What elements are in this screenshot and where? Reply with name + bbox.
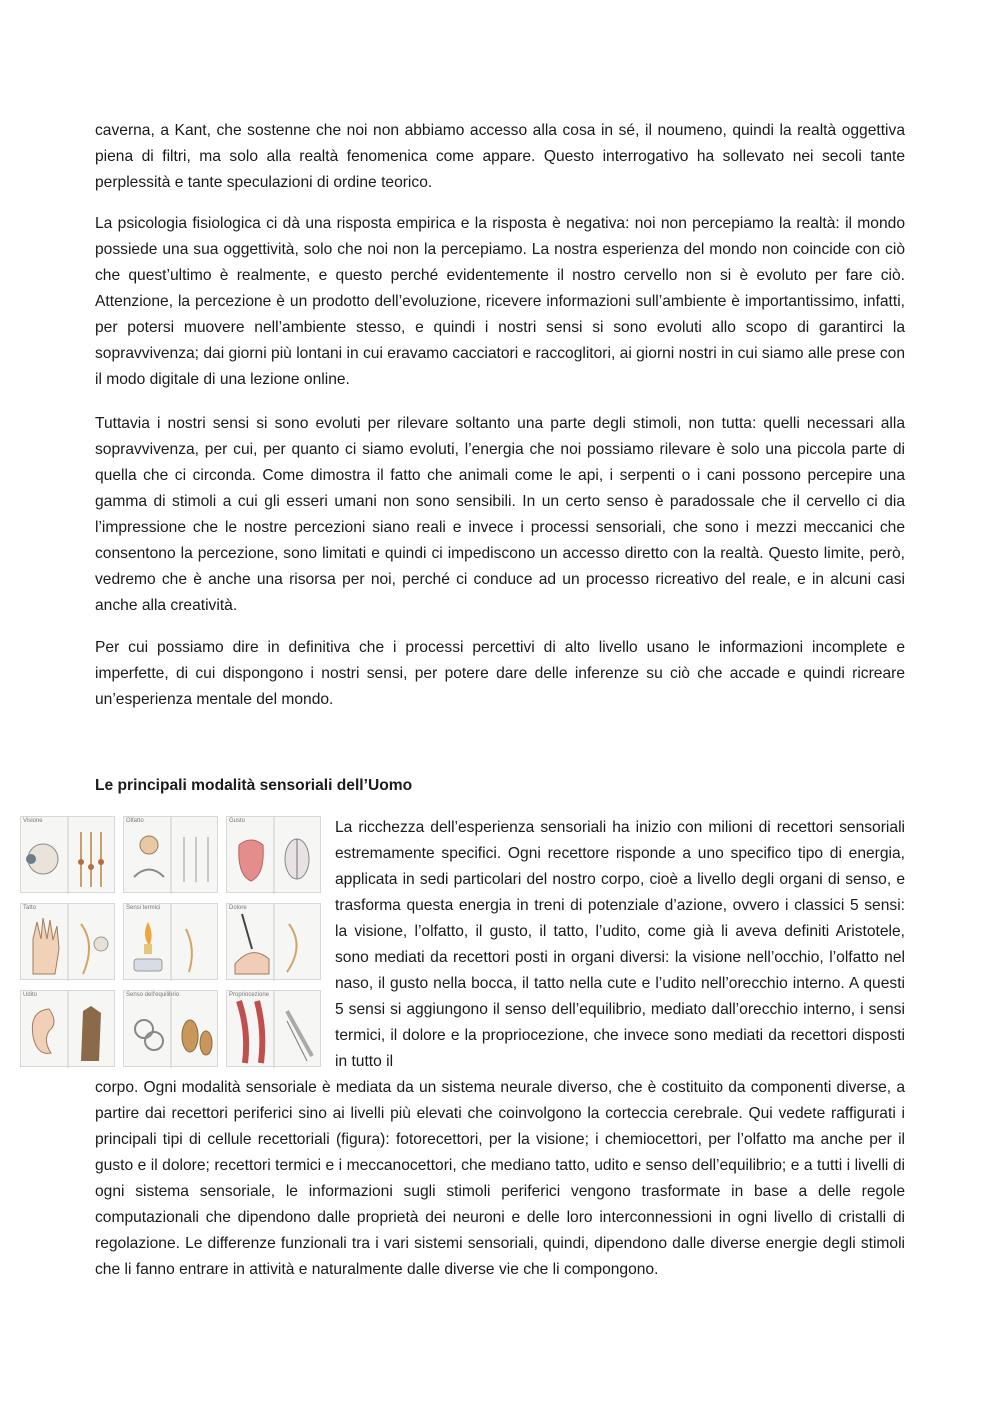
panel-vision — [20, 816, 115, 893]
panel-label: Senso dell'equilibrio — [126, 992, 180, 998]
panel-label: Gusto — [229, 818, 246, 824]
flame-icon — [124, 904, 219, 981]
section-heading: Le principali modalità sensoriali dell’Uomo — [95, 777, 413, 794]
panel-hearing — [20, 990, 115, 1067]
tongue-icon — [227, 817, 322, 894]
panel-label: Udito — [23, 992, 38, 998]
panel-label: Sensi termici — [126, 905, 161, 911]
panel-taste — [226, 816, 321, 893]
panel-smell — [123, 816, 218, 893]
panel-label: Tatto — [23, 905, 37, 911]
paragraph-1: caverna, a Kant, che sostenne che noi non abbiamo accesso alla cosa in sé, il noumeno, quindi la realtà oggettiva piena di filtri, ma solo alla realtà fenomenica come appare. Questo interrogativo ha sollevato nei secoli tante perplessità e tante speculazioni di ordine teorico. — [95, 122, 905, 191]
sensory-modalities-figure — [20, 816, 320, 1068]
paragraph-5-wrapped: La ricchezza dell’esperienza sensoriali ha inizio con milioni di recettori sensoriali estremamente specifici. Ogni recettore risponde a uno specifico tipo di energia, applicata in sedi particolari del nostro corpo, cioè a livello degli organi di senso, e trasforma questa energia in treni di potenziale d’azione, ovvero i classici 5 sensi: la visione, l’olfatto, il gusto, il tatto, l’udito, come già li aveva definiti Aristotele, sono mediati da recettori posti in organi diversi: la visione nell’occhio, l’olfatto nel naso, il gusto nella bocca, il tatto nella cute e l’udito nell’orecchio interno. A questi 5 sensi si aggiungono il senso dell’equilibrio, mediato dall’orecchio interno, i sensi termici, il dolore e la propriocezione, che invece sono mediati da recettori disposti in tutto il — [335, 819, 905, 1070]
vestibular-icon — [124, 991, 219, 1068]
muscle-spindle-icon — [227, 991, 322, 1068]
paragraph-2: La psicologia fisiologica ci dà una risposta empirica e la risposta è negativa: noi non percepiamo la realtà: il mondo possiede una sua oggettività, solo che noi non la percepiamo. La nostra esperienza del mondo non coincide con ciò che quest’ultimo è realmente, e questo perché evidentemente il nostro cervello non si è evoluto per fare ciò. Attenzione, la percezione è un prodotto dell’evoluzione, ricevere informazioni sull’ambiente è importantissimo, infatti, per potersi muovere nell’ambiente stesso, e quindi i nostri sensi si sono evoluti allo scopo di garantirci la sopravvivenza; dai giorni più lontani in cui eravamo cacciatori e raccoglitori, ai giorni nostri in cui siamo alle prese con il modo digitale di una lezione online. — [95, 215, 905, 388]
paragraph-3: Tuttavia i nostri sensi si sono evoluti per rilevare soltanto una parte degli stimoli, non tutta: quelli necessari alla sopravvivenza, per cui, per quanto ci siamo evoluti, l’energia che noi possiamo rilevare è solo una piccola parte di quella che ci circonda. Come dimostra il fatto che animali come le api, i serpenti o i cani possono percepire una gamma di stimoli a cui gli esseri umani non sono sensibili. In un certo senso è paradossale che il cervello ci dia l’impressione che le nostre percezioni siano reali e invece i processi sensoriali, che sono i mezzi meccanici che consentono la percezione, sono limitati e quindi ci impediscono un accesso diretto con la realtà. Questo limite, però, vedremo che è anche una risorsa per noi, perché ci conduce ad un processo ricreativo del reale, e in alcuni casi anche alla creatività. — [95, 415, 905, 614]
panel-balance — [123, 990, 218, 1067]
hand-icon — [21, 904, 116, 981]
panel-pain — [226, 903, 321, 980]
panel-proprioception — [226, 990, 321, 1067]
paragraph-5-continued: corpo. Ogni modalità sensoriale è mediata da un sistema neurale diverso, che è costituito da componenti diverse, a partire dai recettori periferici sino ai livelli più elevati che coinvolgono la corteccia cerebrale. Qui vedete raffigurati i principali tipi di cellule recettoriali (figura): fotorecettori, per la visione; i chemiocettori, per l’olfatto ma anche per il gusto e il dolore; recettori termici e i meccanocettori, che mediano tatto, udito e senso dell’equilibrio; e a tutti i livelli di ogni sistema sensoriale, le informazioni sugli stimoli periferici vengono trasformate in base a delle regole computazionali che dipendono dalle proprietà dei neuroni e delle loro interconnessioni in ogni livello di cristalli di regolazione. Le differenze funzionali tra i vari sistemi sensoriali, quindi, dipendono dalle diverse energie degli stimoli che li fanno entrare in attività e naturalmente dalle diverse vie che li compongono. — [95, 1079, 905, 1278]
ear-icon — [21, 991, 116, 1068]
needle-icon — [227, 904, 322, 981]
panel-label: Propriocezione — [229, 992, 270, 998]
panel-touch — [20, 903, 115, 980]
panel-thermal — [123, 903, 218, 980]
paragraph-4: Per cui possiamo dire in definitiva che i processi percettivi di alto livello usano le informazioni incomplete e imperfette, di cui dispongono i nostri sensi, per potere dare delle inferenze su ciò che accade e quindi ricreare un’esperienza mentale del mondo. — [95, 639, 905, 708]
nose-icon — [124, 817, 219, 894]
eye-icon — [21, 817, 116, 894]
panel-label: Dolore — [229, 905, 247, 911]
panel-label: Visione — [23, 818, 43, 824]
panel-label: Olfatto — [126, 818, 144, 824]
